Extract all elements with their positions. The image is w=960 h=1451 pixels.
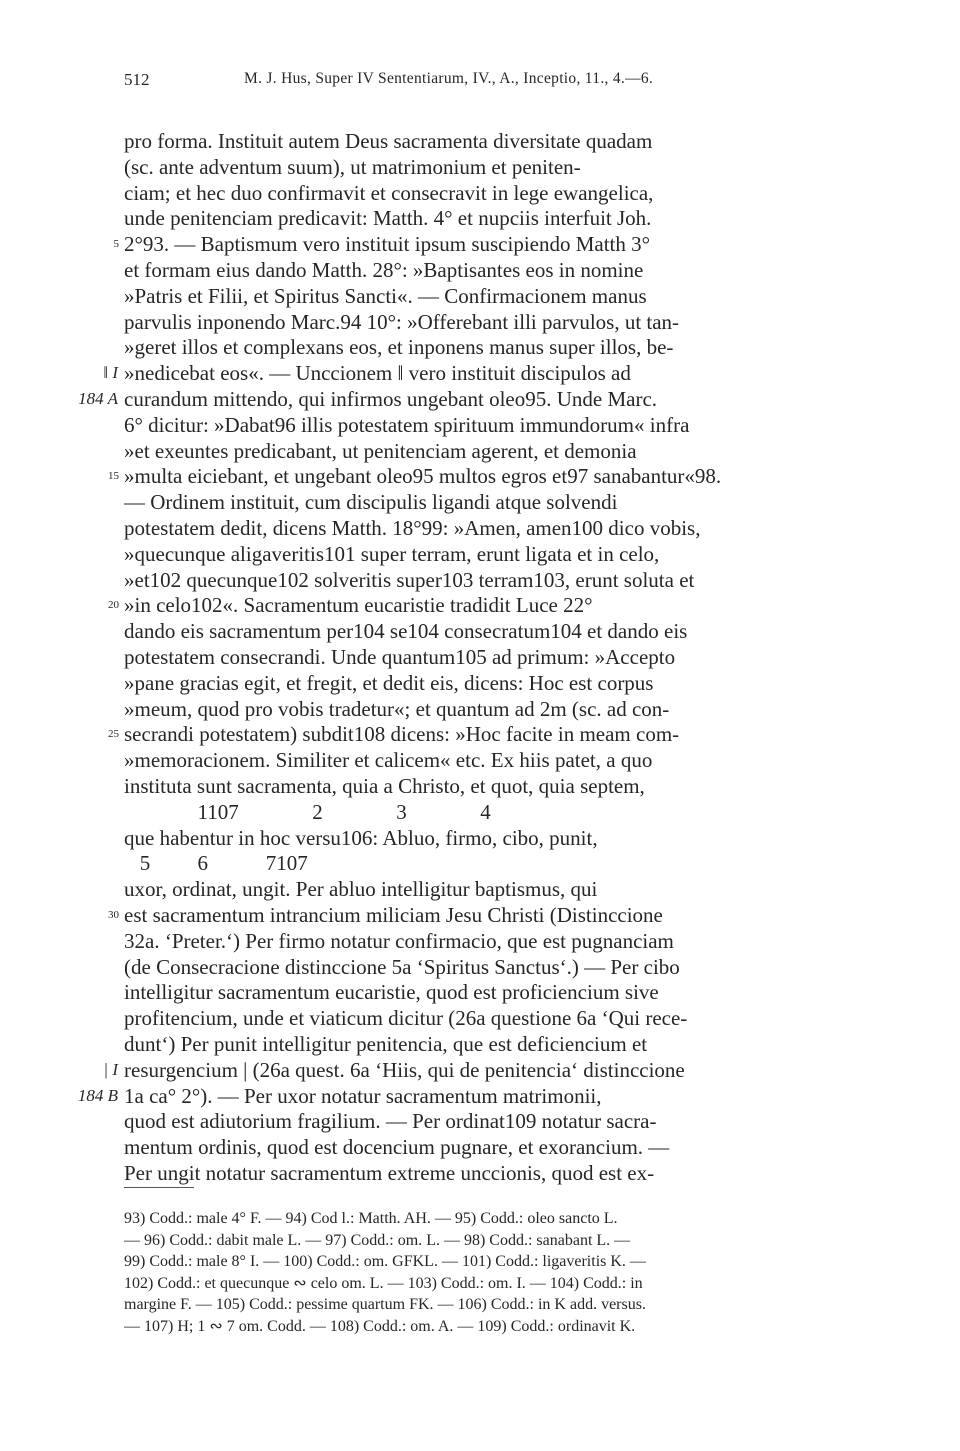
text-line: »Patris et Filii, et Spiritus Sancti«. — Confirmacionem manus (124, 283, 647, 308)
text-line: est sacramentum intrancium miliciam Jesu Christi (Distinccione (124, 903, 663, 927)
page-header (124, 70, 854, 96)
margin-reference: 184 A (78, 389, 118, 408)
text-line: »et exeuntes predicabant, ut penitenciam agerent, et demonia (124, 438, 637, 463)
text-line: »geret illos et complexans eos, et inponens manus super illos, be- (124, 335, 674, 360)
text-line: uxor, ordinat, ungit. Per abluo intelligitur baptismus, qui (124, 877, 598, 902)
text-line: intelligitur sacramentum eucaristie, quod est proficiencium sive (124, 980, 659, 1005)
text-line: ciam; et hec duo confirmavit et consecravit in lege ewangelica, (124, 180, 654, 205)
text-line: curandum mittendo, qui infirmos ungebant oleo95. Unde Marc. (124, 387, 658, 411)
footnote-line: 99) Codd.: male 8° I. — 100) Codd.: om. GFKL. — 101) Codd.: ligaveritis K. — (124, 1253, 646, 1270)
footnote-line: 93) Codd.: male 4° F. — 94) Cod l.: Matth. AH. — 95) Codd.: oleo sancto L. (124, 1210, 618, 1227)
text-line: 32a. ‘Preter.‘) Per firmo notatur confirmacio, que est pugnanciam (124, 928, 674, 953)
text-line: »in celo102«. Sacramentum eucaristie tradidit Luce 22° (124, 593, 593, 618)
text-line: 6° dicitur: »Dabat96 illis potestatem spirituum immundorum« infra (124, 412, 690, 437)
text-line: »pane gracias egit, et fregit, et dedit eis, dicens: Hoc est corpus (124, 670, 654, 695)
text-line: unde penitenciam predicavit: Matth. 4° et nupciis interfuit Joh. (124, 206, 652, 231)
text-line: dunt‘) Per punit intelligitur penitencia, que est deficiencium et (124, 1032, 648, 1056)
text-line: »et102 quecunque102 solveritis super103 terram103, erunt soluta et (124, 567, 695, 592)
footnote-line: 102) Codd.: et quecunque ∾ celo om. L. — 103) Codd.: om. I. — 104) Codd.: in (124, 1274, 643, 1292)
line-number: 15 (108, 470, 119, 483)
line-number: 20 (108, 599, 119, 612)
margin-reference: ‖ I (103, 363, 118, 383)
text-line: profitencium, unde et viaticum dicitur (26a questione 6a ‘Qui rece- (124, 1006, 688, 1031)
text-line: »meum, quod pro vobis tradetur«; et quantum ad 2m (sc. ad con- (124, 696, 670, 721)
text-line: Per ungit notatur sacramentum extreme unccionis, quod est ex- (124, 1161, 655, 1185)
text-line: 1a ca° 2°). — Per uxor notatur sacramentum matrimonii, (124, 1083, 602, 1108)
line-number: 30 (108, 909, 119, 921)
text-line: dando eis sacramentum per104 se104 consecratum104 et dando eis (124, 619, 688, 644)
text-line: (sc. ante adventum suum), ut matrimonium et peniten- (124, 154, 581, 179)
footnote-line: — 96) Codd.: dabit male L. — 97) Codd.: om. L. — 98) Codd.: sanabant L. — (124, 1231, 631, 1249)
text-line: 2°93. — Baptismum vero instituit ipsum suscipiendo Matth 3° (124, 232, 651, 257)
text-line: — Ordinem instituit, cum discipulis ligandi atque solvendi (124, 490, 618, 515)
text-line: 1107 2 3 4 (124, 799, 491, 824)
page-number: 512 (124, 70, 150, 89)
text-line: secrandi potestatem) subdit108 dicens: »Hoc facite in meam com- (124, 722, 680, 747)
text-line: 5 6 7107 (124, 851, 308, 876)
text-line: (de Consecracione distinccione 5a ‘Spiritus Sanctus‘.) — Per cibo (124, 954, 680, 979)
text-line: potestatem consecrandi. Unde quantum105 ad primum: »Accepto (124, 645, 676, 669)
line-number: 5 (113, 238, 119, 251)
text-line: pro forma. Instituit autem Deus sacramenta diversitate quadam (124, 129, 653, 153)
text-line: »memoracionem. Similiter et calicem« etc. Ex hiis patet, a quo (124, 748, 653, 773)
footnote-separator (124, 1187, 194, 1188)
running-head: M. J. Hus, Super IV Sententiarum, IV., A., Inceptio, 11., 4.—6. (244, 70, 654, 87)
text-line: »multa eiciebant, et ungebant oleo95 multos egros et97 sanabantur«98. (124, 464, 722, 489)
footnote-line: — 107) H; 1 ∾ 7 om. Codd. — 108) Codd.: om. A. — 109) Codd.: ordinavit K. (124, 1317, 636, 1335)
text-line: instituta sunt sacramenta, quia a Christo, et quot, quia septem, (124, 774, 645, 798)
text-line: »quecunque aligaveritis101 super terram, erunt ligata et in celo, (124, 541, 660, 566)
margin-reference: | I (103, 1059, 118, 1079)
text-line: mentum ordinis, quod est docencium pugnare, et exorancium. — (124, 1135, 670, 1160)
text-line: »nedicebat eos«. — Unccionem ‖ vero instituit discipulos ad (124, 361, 631, 386)
text-line: parvulis inponendo Marc.94 10°: »Offerebant illi parvulos, ut tan- (124, 309, 680, 334)
text-line: resurgencium | (26a quest. 6a ‘Hiis, qui de penitencia‘ distinccione (124, 1057, 685, 1082)
text-line: et formam eius dando Matth. 28°: »Baptisantes eos in nomine (124, 258, 644, 282)
margin-reference: 184 B (77, 1085, 118, 1105)
text-line: quod est adiutorium fragilium. — Per ordinat109 notatur sacra- (124, 1109, 657, 1134)
line-number: 25 (108, 728, 119, 741)
text-line: potestatem dedit, dicens Matth. 18°99: »Amen, amen100 dico vobis, (124, 516, 701, 540)
footnote-line: margine F. — 105) Codd.: pessime quartum FK. — 106) Codd.: in K add. versus. (124, 1296, 646, 1313)
text-line: que habentur in hoc versu106: Abluo, firmo, cibo, punit, (124, 825, 598, 850)
